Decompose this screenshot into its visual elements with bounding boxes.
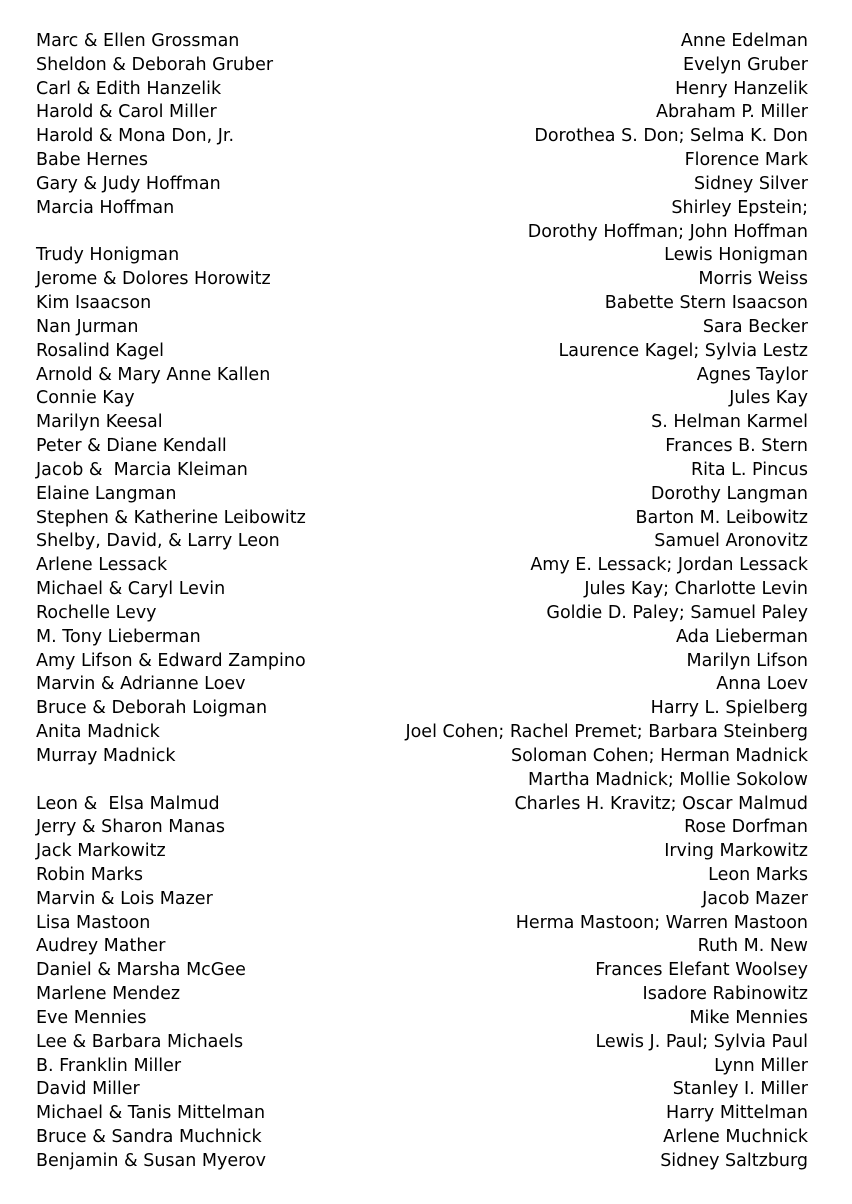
donor-name: Harold & Carol Miller [36,102,217,123]
donor-name: Lee & Barbara Michaels [36,1031,244,1052]
list-row [36,197,808,221]
donor-name: Leon & Elsa Malmud [36,793,220,814]
list-row [36,721,808,745]
donor-name: Marc & Ellen Grossman [36,31,240,51]
donor-name: Jack Markowitz [36,841,166,862]
list-row [36,578,808,602]
donor-name: Audrey Mather [36,936,166,957]
memorial-name: Rita L. Pincus [691,459,808,480]
list-row [36,935,808,959]
donor-name: Trudy Honigman [36,245,180,266]
list-row [36,1007,808,1031]
list-row [36,173,808,197]
list-row [36,1078,808,1102]
donor-name: Robin Marks [36,864,143,885]
memorial-name: Anna Loev [716,674,808,695]
donor-name: Connie Kay [36,388,135,409]
list-row [36,793,808,817]
donor-name: Marcia Hoffman [36,197,175,218]
memorial-name: Jules Kay [729,388,808,409]
list-row [36,1102,808,1126]
list-row [36,364,808,388]
list-row [36,387,808,411]
donor-name: M. Tony Lieberman [36,626,201,647]
memorial-name: Samuel Aronovitz [654,531,808,552]
memorial-name: Mike Mennies [689,1007,808,1028]
memorial-name: Joel Cohen; Rachel Premet; Barbara Steinberg [405,722,808,743]
list-row [36,912,808,936]
donor-name: Daniel & Marsha McGee [36,960,246,981]
donor-name: Lisa Mastoon [36,912,151,933]
donor-name: Kim Isaacson [36,293,152,314]
donor-name: Sheldon & Deborah Gruber [36,54,274,75]
list-row [36,983,808,1007]
donor-name: Marilyn Keesal [36,412,163,433]
list-row [36,888,808,912]
donor-name: Gary & Judy Hoffman [36,173,221,194]
list-row [36,1055,808,1079]
list-row [36,340,808,364]
memorial-name: Soloman Cohen; Herman Madnick [510,745,808,766]
donor-name: Babe Hernes [36,150,148,171]
memorial-name: Jacob Mazer [702,888,808,909]
donor-name: Jerome & Dolores Horowitz [36,269,271,290]
list-row [36,411,808,435]
donor-name: Jerry & Sharon Manas [36,817,225,838]
donor-name: Murray Madnick [36,745,176,766]
list-row [36,626,808,650]
memorial-name: Leon Marks [708,864,808,885]
donor-name: Michael & Tanis Mittelman [36,1103,266,1124]
donor-name: Arlene Lessack [36,555,168,576]
list-row [36,149,808,173]
list-row [36,435,808,459]
memorial-name: Jules Kay; Charlotte Levin [584,579,808,600]
donor-name: David Miller [36,1079,140,1100]
donor-name: Arnold & Mary Anne Kallen [36,364,271,385]
memorial-name: Frances B. Stern [665,436,808,457]
memorial-name: Martha Madnick; Mollie Sokolow [528,769,808,790]
memorial-name: Laurence Kagel; Sylvia Lestz [558,340,808,361]
memorial-name: Harry L. Spielberg [650,698,808,719]
memorial-name: Rose Dorfman [684,817,808,838]
memorial-name: Charles H. Kravitz; Oscar Malmud [514,793,808,814]
donor-name: Marvin & Adrianne Loev [36,674,246,695]
list-row [36,78,808,102]
donor-name: Marlene Mendez [36,984,181,1005]
donor-name: Nan Jurman [36,316,139,337]
list-row [36,483,808,507]
donor-name: Amy Lifson & Edward Zampino [36,650,306,671]
list-row [36,673,808,697]
donor-name: Shelby, David, & Larry Leon [36,531,280,552]
memorial-name: Sidney Saltzburg [660,1150,808,1171]
memorial-name: Amy E. Lessack; Jordan Lessack [530,555,808,576]
donor-name: Rosalind Kagel [36,340,165,361]
donor-name: Peter & Diane Kendall [36,436,227,457]
memorial-name: Goldie D. Paley; Samuel Paley [546,602,808,623]
list-row [36,816,808,840]
memorial-name: Sidney Silver [693,173,808,194]
memorial-name: Dorothy Hoffman; John Hoffman [527,221,808,242]
list-row [36,1031,808,1055]
list-row [36,959,808,983]
memorial-donor-list [36,30,808,1174]
donor-name: Eve Mennies [36,1007,147,1028]
memorial-name: Babette Stern Isaacson [604,293,808,314]
donor-name: Harold & Mona Don, Jr. [36,126,235,147]
memorial-name: Morris Weiss [698,269,808,290]
donor-name: Jacob & Marcia Kleiman [36,459,248,480]
memorial-name: Irving Markowitz [664,841,808,862]
memorial-name: Shirley Epstein; [671,197,808,218]
donor-name: Michael & Caryl Levin [36,579,226,600]
memorial-name: Frances Elefant Woolsey [595,960,808,981]
memorial-name: Ruth M. New [697,936,808,957]
memorial-name: Isadore Rabinowitz [642,984,808,1005]
memorial-name: Henry Hanzelik [675,78,808,99]
list-row [36,292,808,316]
memorial-name: Ada Lieberman [675,626,808,647]
list-row [36,530,808,554]
list-row [36,745,808,769]
memorial-name: Agnes Taylor [696,364,808,385]
memorial-name: Florence Mark [684,150,808,171]
memorial-name: Abraham P. Miller [655,102,808,123]
memorial-name: Harry Mittelman [665,1103,808,1124]
memorial-name: Dorothea S. Don; Selma K. Don [534,126,808,147]
memorial-name: S. Helman Karmel [651,412,808,433]
list-row [36,125,808,149]
donor-name: Elaine Langman [36,483,177,504]
list-row [36,101,808,125]
list-row [36,1150,808,1174]
list-row [36,1126,808,1150]
donor-name: B. Franklin Miller [36,1055,182,1076]
list-row [36,840,808,864]
donor-name: Bruce & Deborah Loigman [36,698,268,719]
donor-name: Benjamin & Susan Myerov [36,1150,267,1171]
list-row [36,268,808,292]
list-row [36,221,808,245]
memorial-name: Stanley I. Miller [672,1079,808,1100]
donor-name: Carl & Edith Hanzelik [36,78,222,99]
list-row [36,316,808,340]
list-row [36,697,808,721]
memorial-name: Herma Mastoon; Warren Mastoon [515,912,808,933]
donor-name: Bruce & Sandra Muchnick [36,1127,262,1148]
list-row [36,650,808,674]
memorial-name: Marilyn Lifson [686,650,808,671]
memorial-name: Sara Becker [702,316,808,337]
donor-name: Stephen & Katherine Leibowitz [36,507,306,528]
memorial-name: Anne Edelman [680,31,808,51]
memorial-name: Arlene Muchnick [663,1127,808,1148]
memorial-name: Barton M. Leibowitz [635,507,808,528]
list-row [36,244,808,268]
memorial-name: Dorothy Langman [650,483,808,504]
list-row [36,602,808,626]
memorial-name: Lewis Honigman [664,245,808,266]
donor-name: Rochelle Levy [36,602,157,623]
list-row [36,30,808,54]
donor-name: Marvin & Lois Mazer [36,888,213,909]
memorial-name: Lewis J. Paul; Sylvia Paul [595,1031,808,1052]
memorial-name: Lynn Miller [714,1055,808,1076]
list-row [36,459,808,483]
list-row [36,769,808,793]
donor-name: Anita Madnick [36,722,160,743]
list-row [36,864,808,888]
list-row [36,507,808,531]
memorial-name: Evelyn Gruber [683,54,808,75]
list-row [36,554,808,578]
list-row [36,54,808,78]
